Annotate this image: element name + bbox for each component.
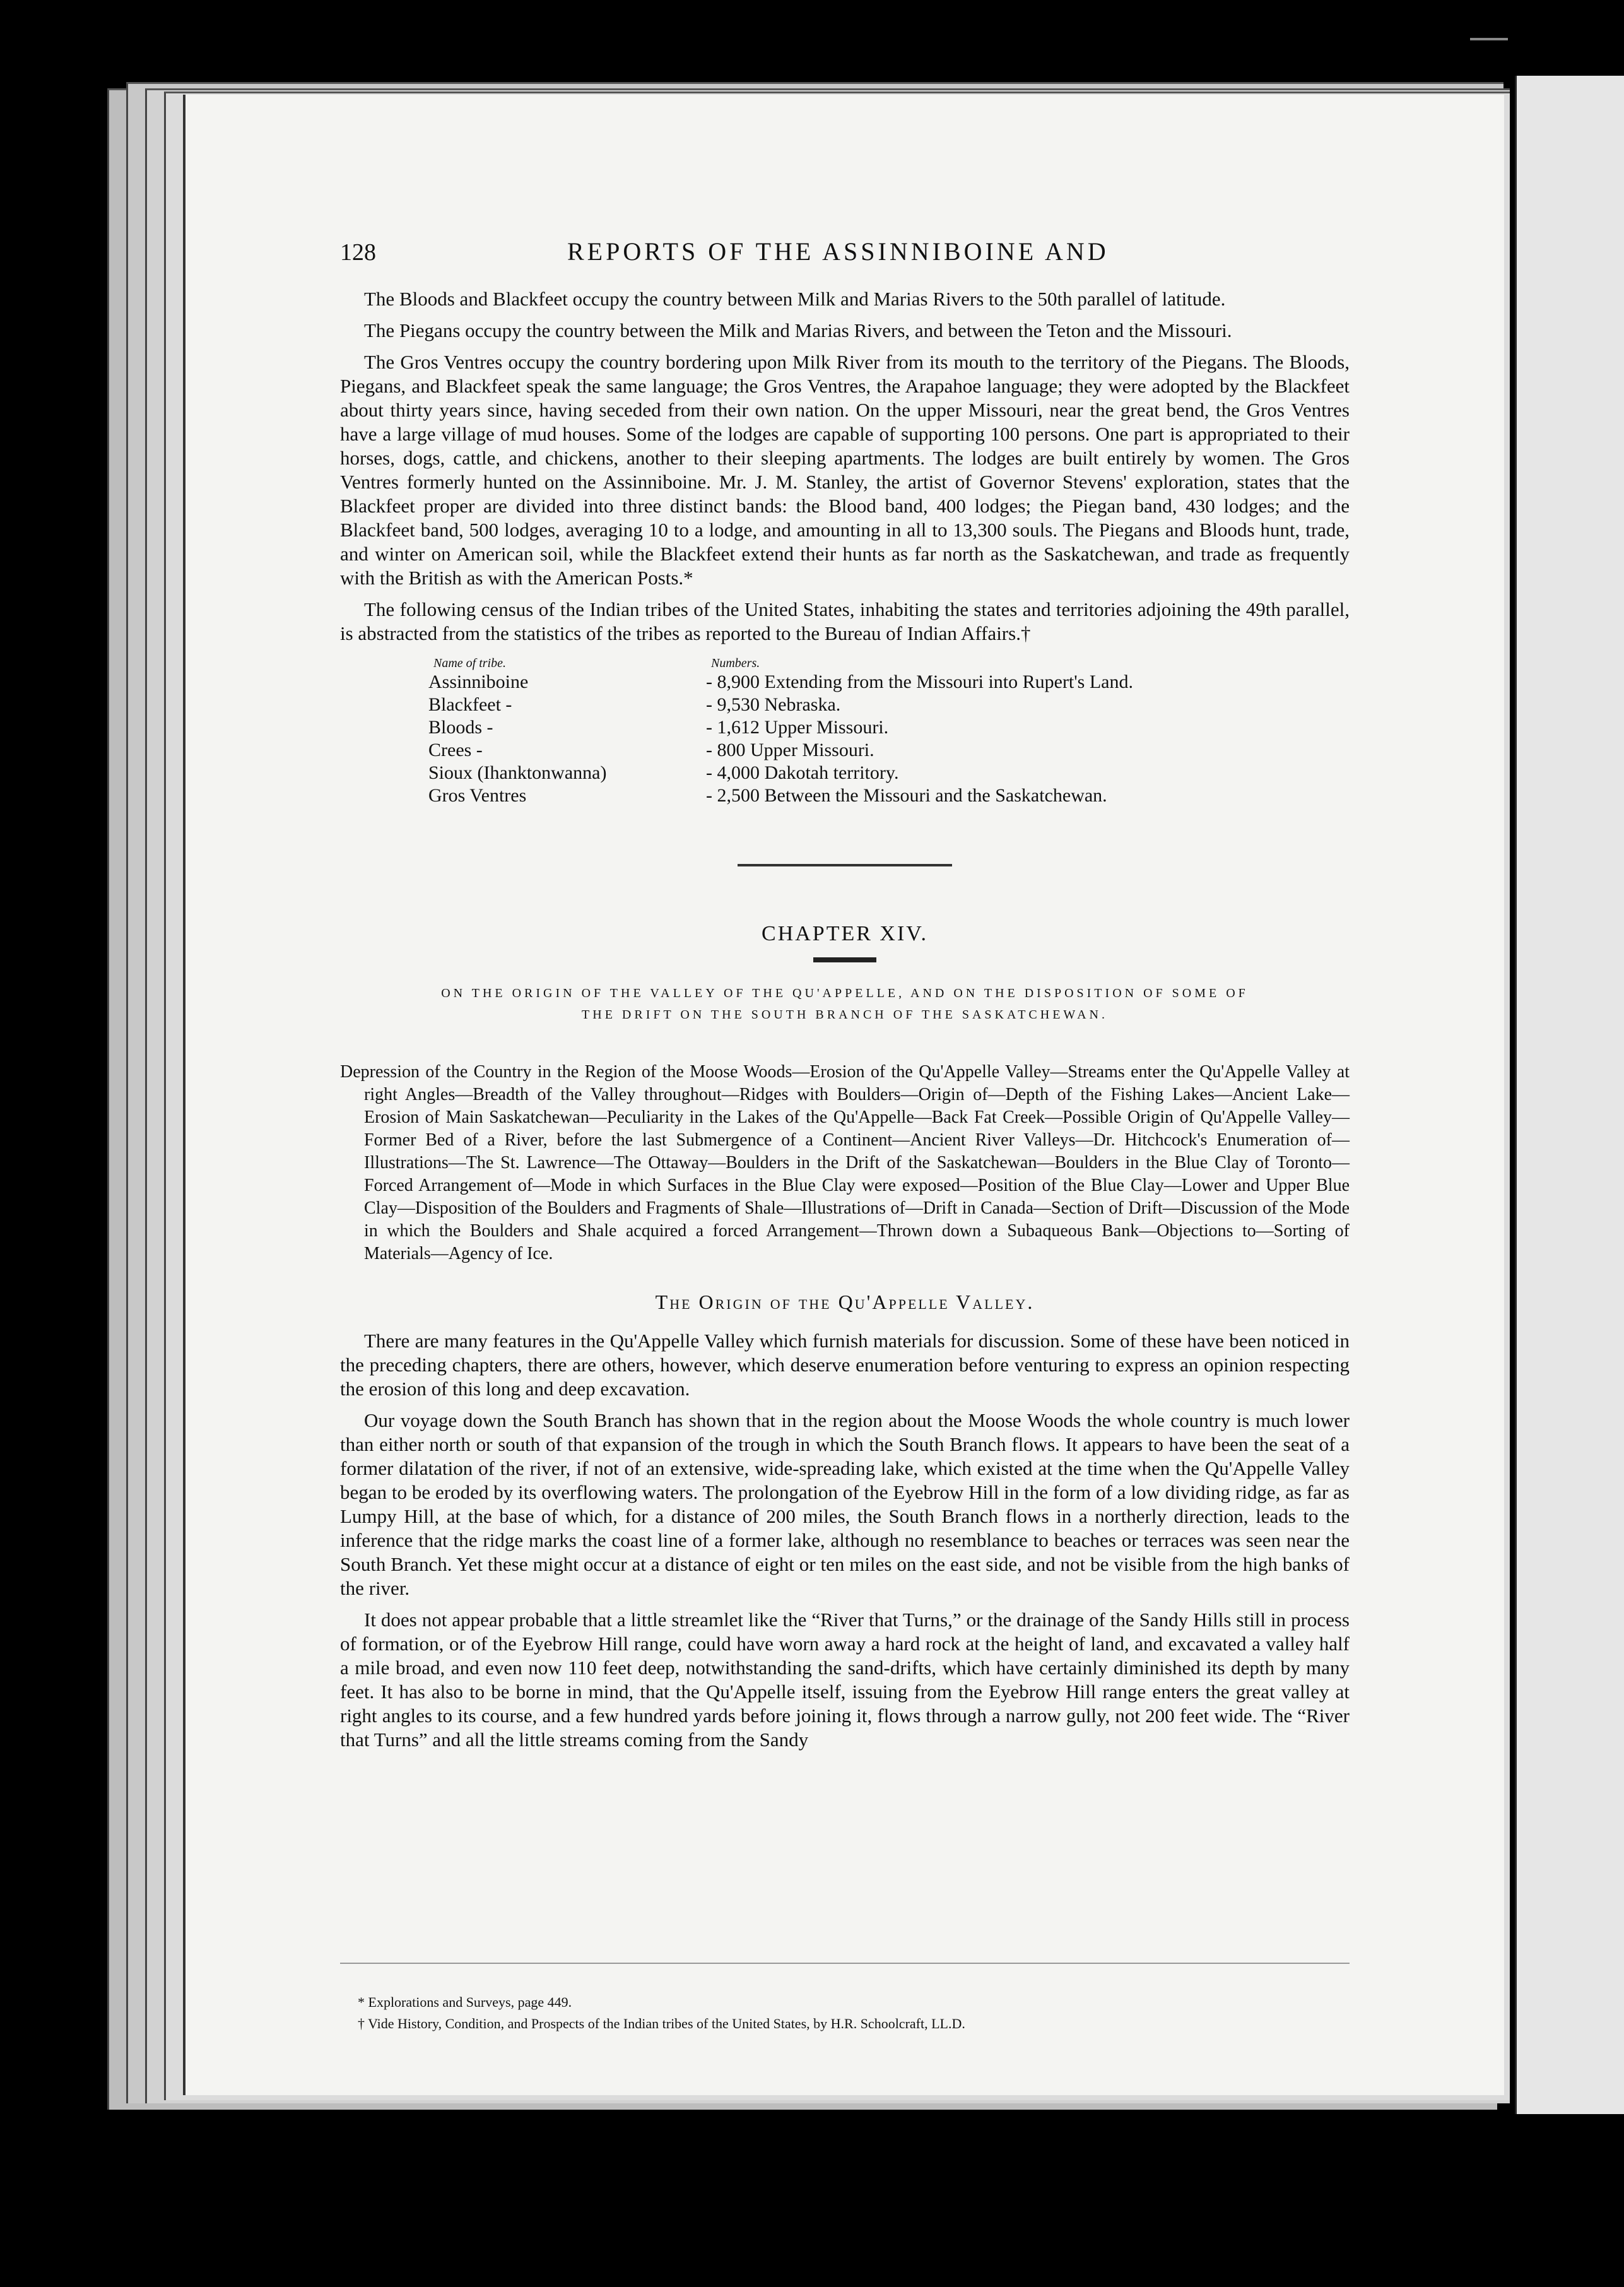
scan-mark (1470, 38, 1508, 40)
census-entry: - 4,000 Dakotah territory. (706, 762, 899, 783)
census-header (428, 656, 1350, 671)
paragraph: The following census of the Indian tribes of the United States, inhabiting the states and territories adjoining the 49th parallel, is abstracted from the statistics of the tribes as reported to the Bureau of Indian Affairs.† (340, 598, 1350, 644)
footnote: † Vide History, Condition, and Prospects of the Indian tribes of the United States, by H.R. Schoolcraft, LL.D. (358, 2016, 965, 2031)
section-divider (738, 864, 952, 866)
census-row (428, 671, 1350, 694)
census-tribe: Blackfeet - (428, 694, 512, 715)
section-title: The Origin of the Qu'Appelle Valley. (655, 1291, 1035, 1313)
running-title: REPORTS OF THE ASSINNIBOINE AND (567, 237, 1109, 266)
page-number: 128 (340, 239, 376, 266)
census-table (428, 656, 1350, 807)
census-col-numbers: Numbers. (711, 656, 760, 670)
book-page (183, 95, 1504, 2095)
paragraph: The Piegans occupy the country between the Milk and Marias Rivers, and between the Teton and the Missouri. (364, 319, 1232, 341)
census-tribe: Sioux (Ihanktonwanna) (428, 762, 607, 783)
census-entry: - 9,530 Nebraska. (706, 694, 841, 715)
census-tribe: Gros Ventres (428, 785, 527, 806)
census-col-tribe: Name of tribe. (433, 656, 506, 670)
census-row (428, 762, 1350, 784)
census-entry: - 800 Upper Missouri. (706, 740, 874, 760)
paragraph: The Gros Ventres occupy the country bordering upon Milk River from its mouth to the territory of the Piegans. The Bloods, Piegans, and Blackfeet speak the same language; the Gros Ventres, the Arapahoe language; they were adopted by the Blackfeet about thirty years since, having seceded from their own nation. On the upper Missouri, near the great bend, the Gros Ventres have a large village of mud houses. Some of the lodges are capable of supporting 100 persons. One part is appropriated to their horses, dogs, cattle, and chickens, another to their sleeping apartments. The lodges are built entirely by women. The Gros Ventres formerly hunted on the Assinniboine. Mr. J. M. Stanley, the artist of Governor Stevens' exploration, states that the Blackfeet proper are divided into three distinct bands: the Blood band, 400 lodges; the Piegan band, 430 lodges; and the Blackfeet band, 500 lodges, averaging 10 to a lodge, and amounting in all to 13,300 souls. The Piegans and Bloods hunt, trade, and winter on American soil, while the Blackfeet extend their hunts as far north as the Saskatchewan, and trade as frequently with the British as with the American Posts.* (340, 351, 1350, 589)
census-row (428, 716, 1350, 739)
chapter-title: CHAPTER XIV. (762, 922, 928, 945)
chapter-subtitle-line: ON THE ORIGIN OF THE VALLEY OF THE QU'APPELLE, AND ON THE DISPOSITION OF SOME OF (441, 986, 1249, 1000)
facing-page-edge (1515, 76, 1624, 2114)
census-entry: - 8,900 Extending from the Missouri into Rupert's Land. (706, 671, 1133, 692)
page-body (340, 237, 1350, 1759)
page-header (340, 237, 1350, 281)
chapter-subtitle-line: THE DRIFT ON THE SOUTH BRANCH OF THE SASKATCHEWAN. (582, 1008, 1108, 1022)
paragraph: There are many features in the Qu'Appelle Valley which furnish materials for discussion. Some of these have been noticed in the preceding chapters, there are others, however, which deserve enumeration before venturing to express an opinion respecting the erosion of this long and deep excavation. (340, 1330, 1350, 1400)
census-tribe: Assinniboine (428, 671, 529, 692)
census-row (428, 739, 1350, 762)
paragraph: It does not appear probable that a little streamlet like the “River that Turns,” or the drainage of the Sandy Hills still in process of formation, or of the Eyebrow Hill range, could have worn away a hard rock at the height of land, and excavated a valley half a mile broad, and even now 110 feet deep, notwithstanding the sand-drifts, which have certainly diminished its depth by many feet. It has also to be borne in mind, that the Qu'Appelle itself, issuing from the Eyebrow Hill range enters the great valley at right angles to its course, and a few hundred yards before joining it, flows through a narrow gully, not 200 feet wide. The “River that Turns” and all the little streams coming from the Sandy (340, 1609, 1350, 1751)
census-entry: - 2,500 Between the Missouri and the Saskatchewan. (706, 785, 1107, 806)
census-entry: - 1,612 Upper Missouri. (706, 717, 889, 738)
census-row (428, 784, 1350, 807)
chapter-contents: Depression of the Country in the Region of the Moose Woods—Erosion of the Qu'Appelle Valley—Streams enter the Qu'Appelle Valley at right Angles—Breadth of the Valley throughout—Ridges with Boulders—Origin of—Depth of the Fishing Lakes—Ancient Lake—Erosion of Main Saskatchewan—Peculiarity in the Lakes of the Qu'Appelle—Back Fat Creek—Possible Origin of Qu'Appelle Valley—Former Bed of a River, before the last Submergence of a Continent—Ancient River Valleys—Dr. Hitchcock's Enumeration of—Illustrations—The St. Lawrence—The Ottaway—Boulders in the Drift of the Saskatchewan—Boulders in the Blue Clay of Toronto—Forced Arrangement of—Mode in which Surfaces in the Blue Clay were exposed—Position of the Blue Clay—Lower and Upper Blue Clay—Disposition of the Boulders and Fragments of Shale—Illustrations of—Drift in Canada—Section of Drift—Discussion of the Mode in which the Boulders and Shale acquired a forced Arrangement—Thrown down a Subaqueous Bank—Objections to—Sorting of Materials—Agency of Ice. (340, 1062, 1350, 1263)
paragraph: The Bloods and Blackfeet occupy the country between Milk and Marias Rivers to the 50th parallel of latitude. (364, 288, 1226, 310)
paragraph: Our voyage down the South Branch has shown that in the region about the Moose Woods the whole country is much lower than either north or south of that expansion of the trough in which the South Branch flows. It appears to have been the seat of a former dilatation of the river, if not of an extensive, wide-spreading lake, which existed at the time when the Qu'Appelle Valley began to be eroded by its overflowing waters. The prolongation of the Eyebrow Hill in the form of a low dividing ridge, as far as Lumpy Hill, at the base of which, for a distance of 200 miles, the South Branch flows in a northerly direction, leads to the inference that the ridge marks the coast line of a former lake, although no resemblance to beaches or terraces was seen near the South Branch. Yet these might occur at a distance of eight or ten miles on the east side, and not be visible from the high banks of the river. (340, 1409, 1350, 1599)
census-tribe: Bloods - (428, 717, 493, 738)
chapter-subtitle (340, 983, 1350, 1025)
census-tribe: Crees - (428, 740, 483, 760)
footnotes (340, 1963, 1350, 2035)
footnote: * Explorations and Surveys, page 449. (358, 1994, 572, 2010)
census-row (428, 694, 1350, 716)
chapter-ornament (813, 957, 876, 962)
